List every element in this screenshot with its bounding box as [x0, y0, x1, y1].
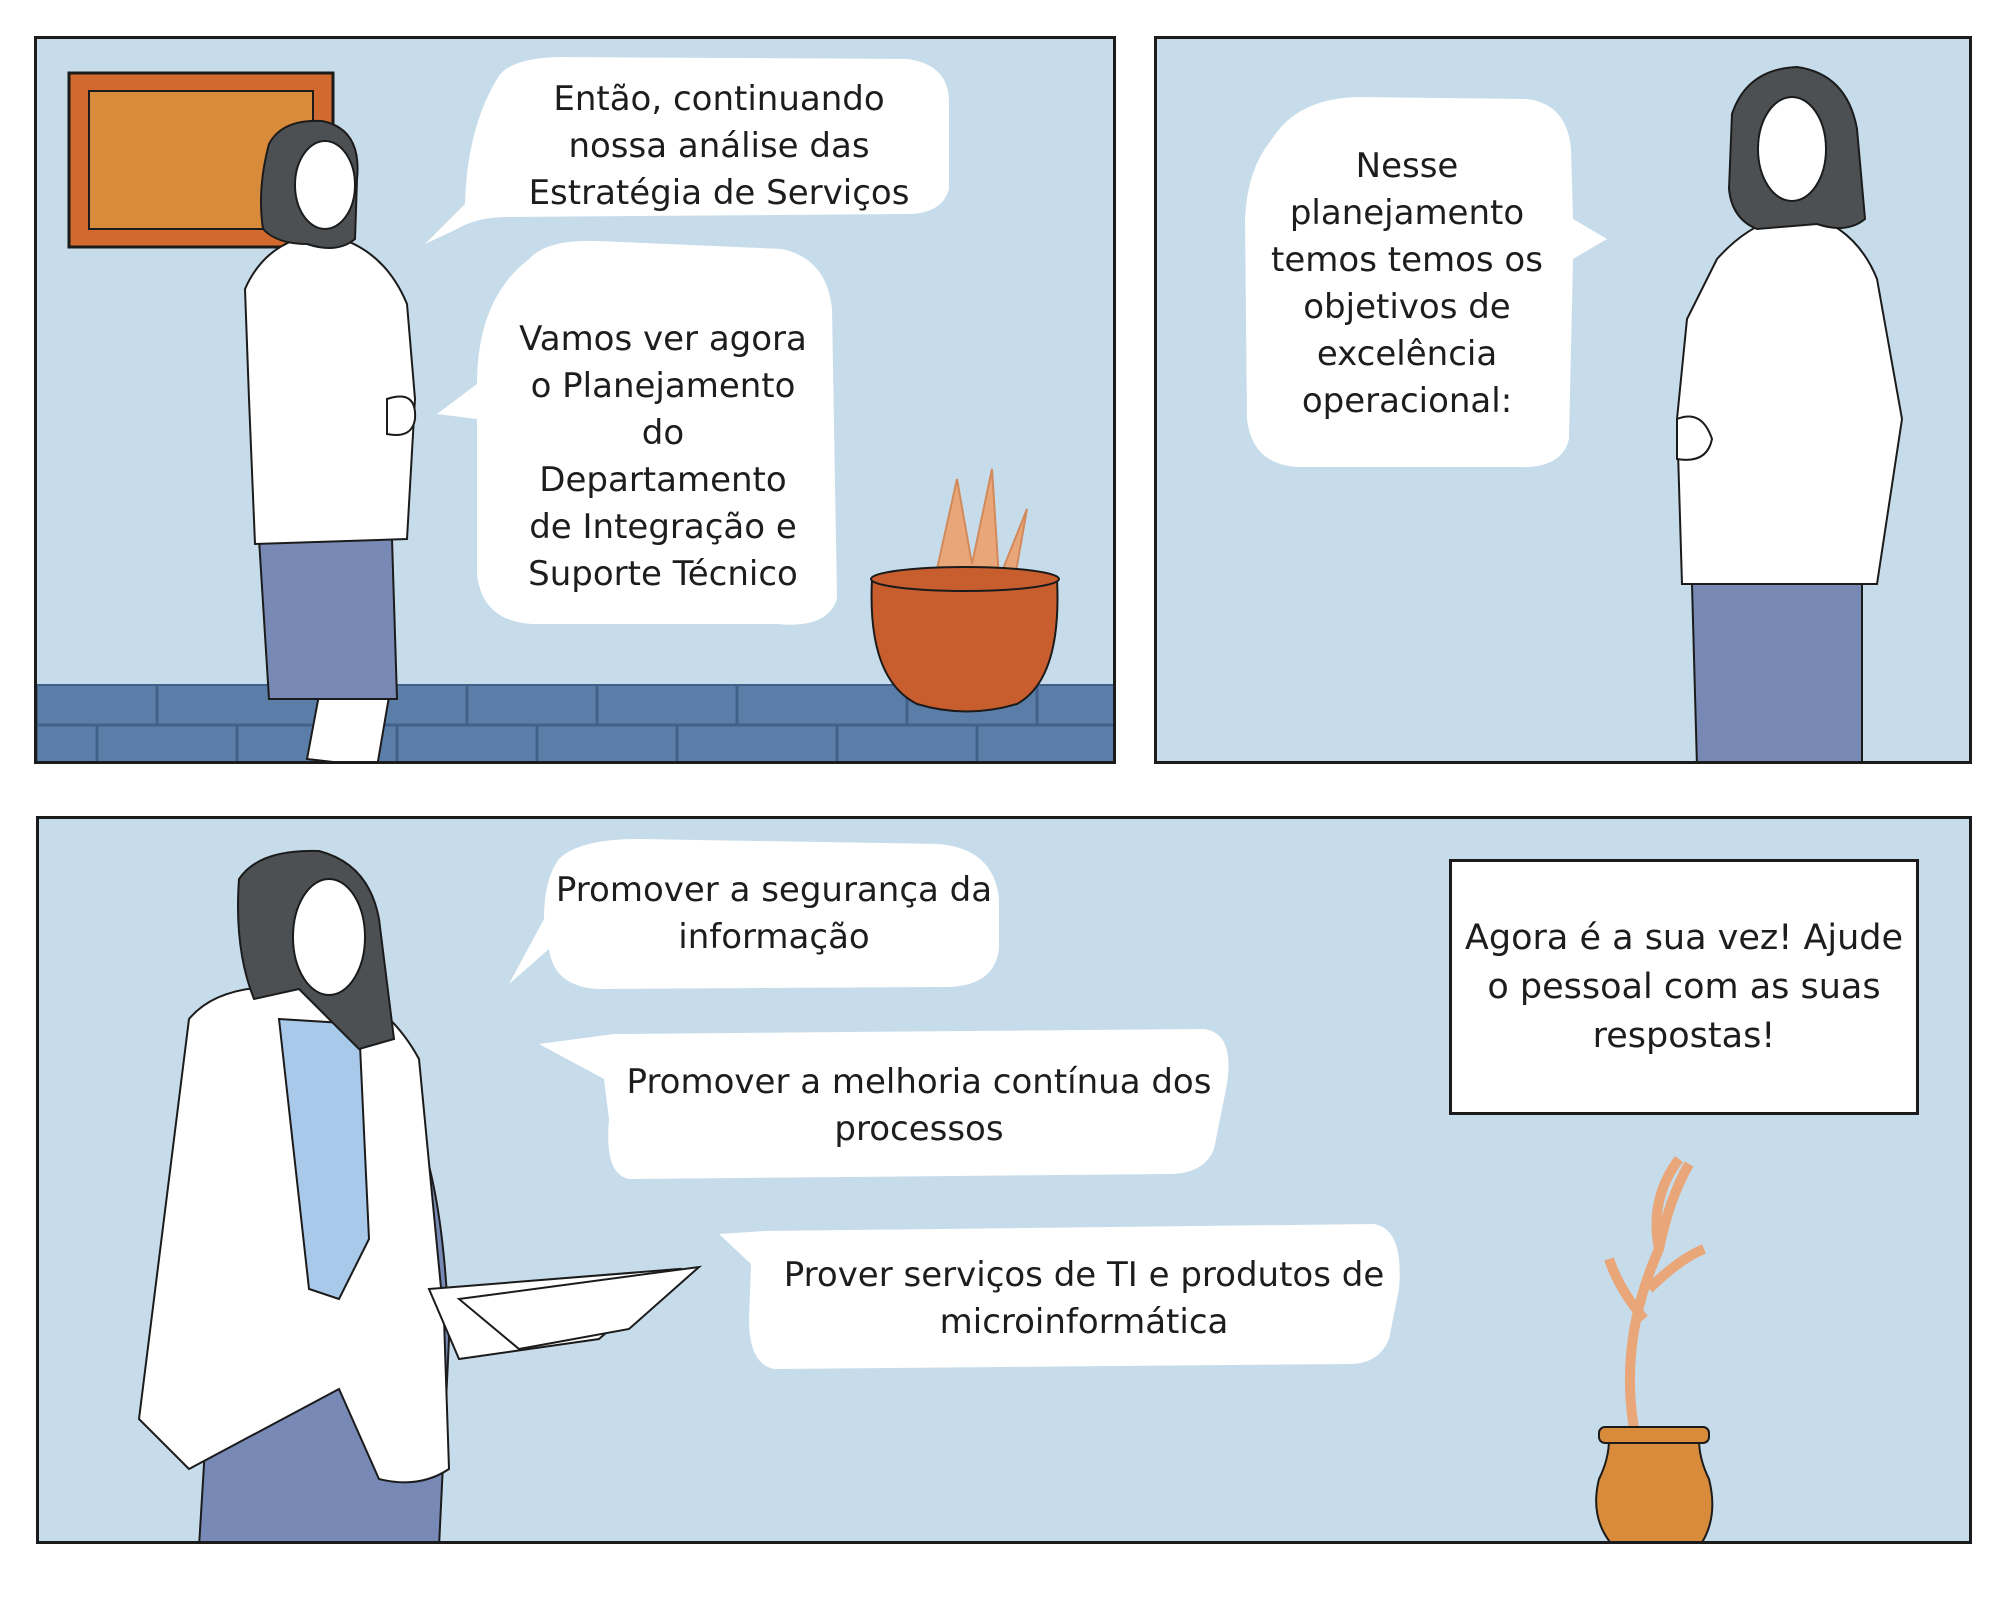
comic-panel-3 [36, 816, 1972, 1544]
comic-panel-2 [1154, 36, 1972, 764]
speech-bubble-1: Então, continuando nossa análise das Estratégia de Serviços [528, 78, 910, 213]
caption-box: Agora é a sua vez! Ajude o pessoal com as suas respostas! [1449, 859, 1919, 1115]
speech-bubble-6: Prover serviços de TI e produtos de microinformática [783, 1255, 1385, 1342]
speech-bubble-2: Vamos ver agora o Planejamento do Departamento de Integração e Suporte Técnico [519, 318, 807, 594]
woman-character [1677, 67, 1902, 764]
comic-panel-1 [34, 36, 1116, 764]
vase-plant [1596, 1159, 1712, 1544]
speech-bubble-5: Promover a melhoria contínua dos processos [626, 1062, 1212, 1149]
woman-character [245, 121, 415, 764]
potted-plant [871, 469, 1059, 712]
speech-bubble-4: Promover a segurança da informação [555, 870, 993, 957]
speech-bubble-3: Nesse planejamento temos temos os objetivos de excelência operacional: [1271, 146, 1543, 421]
